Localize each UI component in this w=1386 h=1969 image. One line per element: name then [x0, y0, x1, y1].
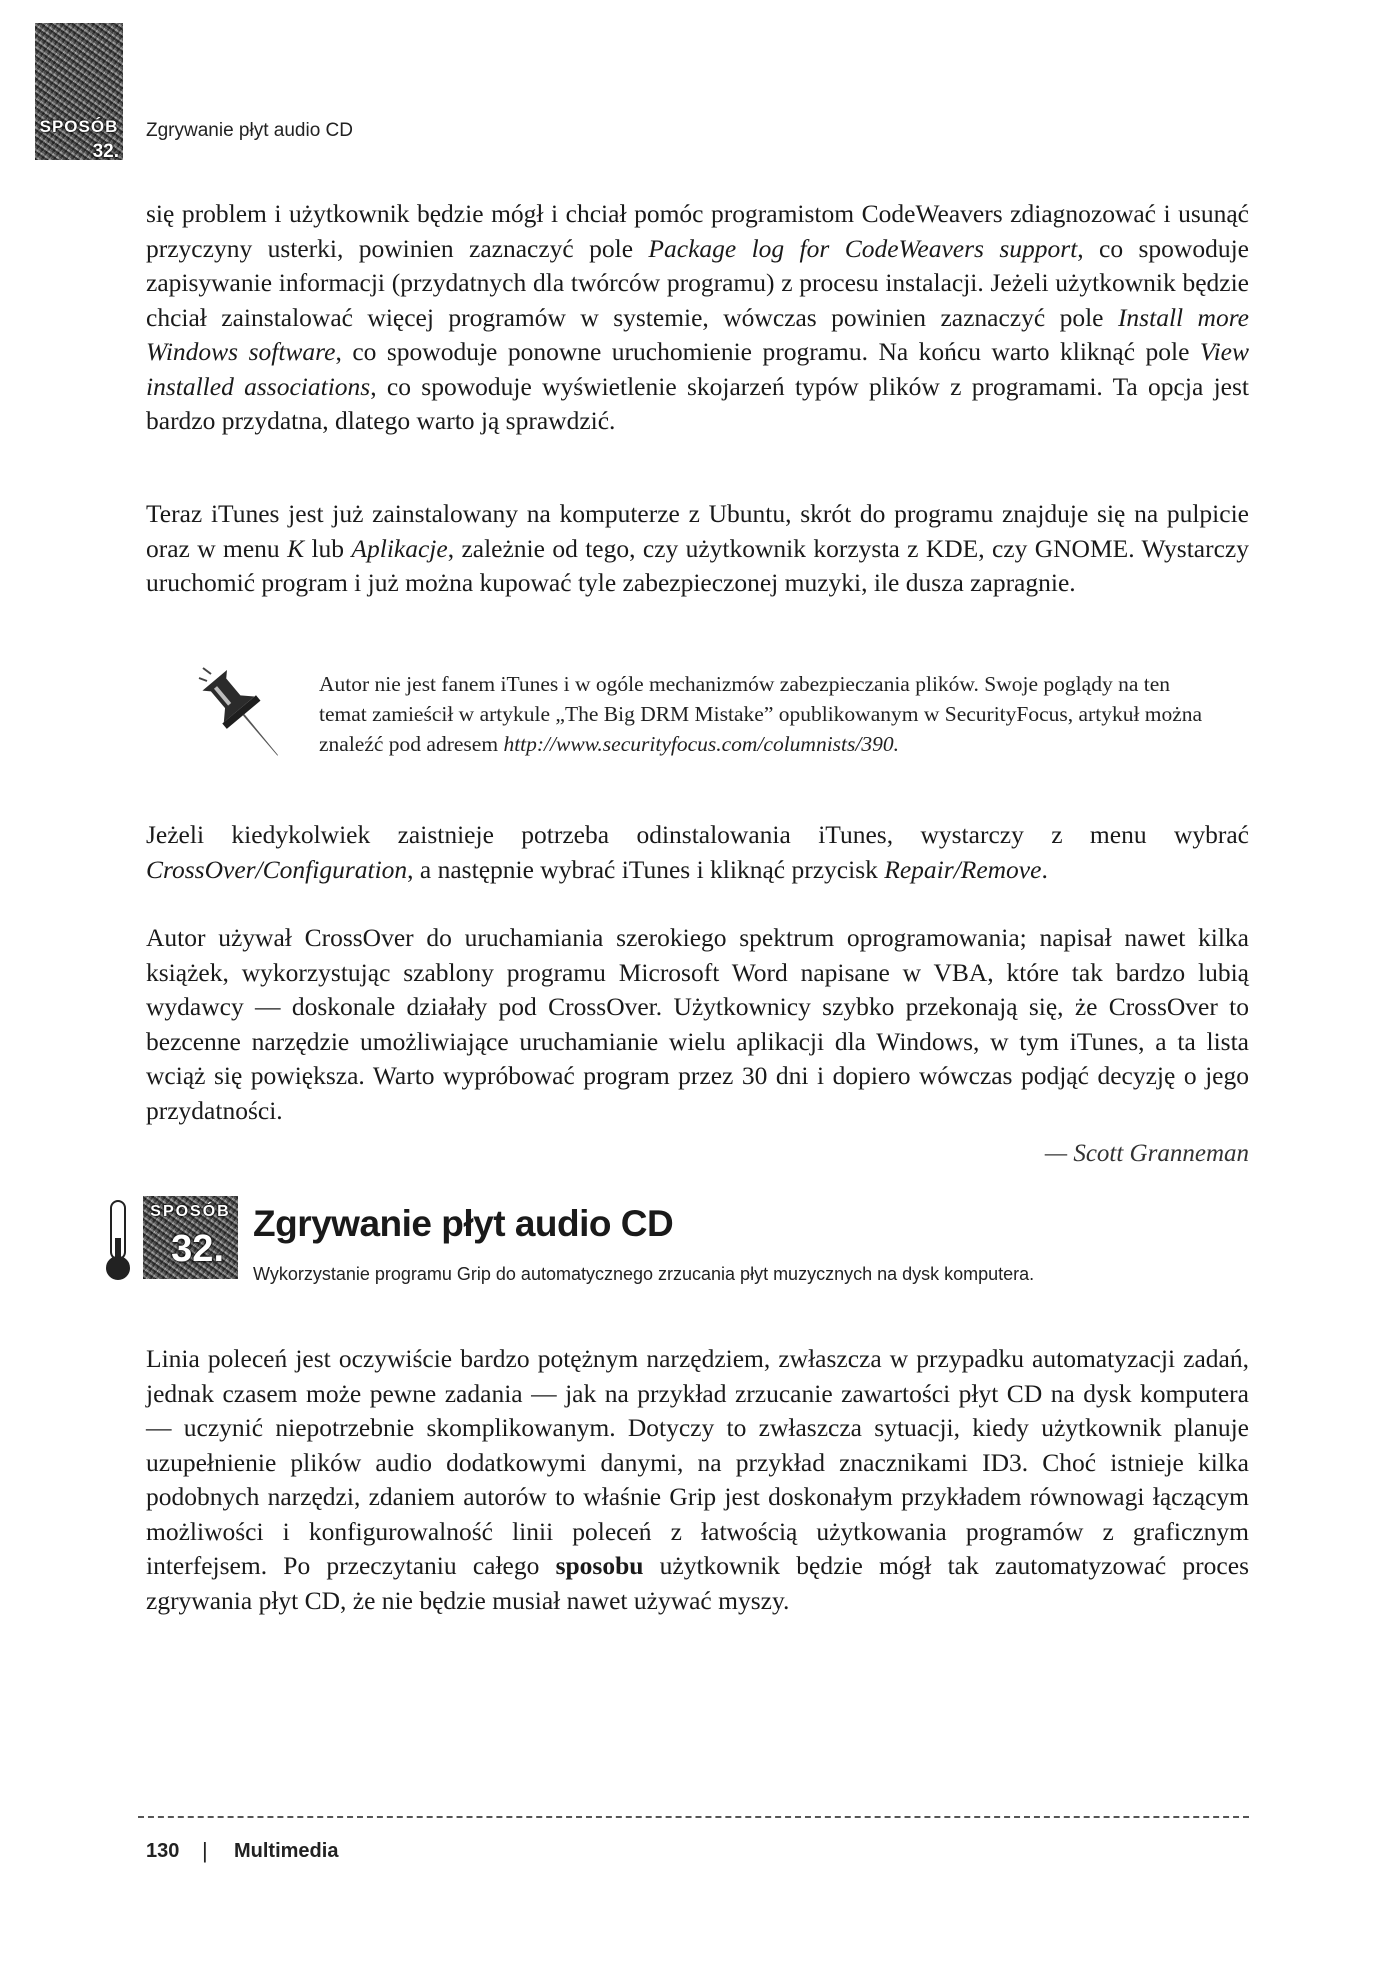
- footer-separator: |: [202, 1838, 208, 1863]
- paragraph-3: [146, 818, 1249, 887]
- text-run: Teraz iTunes jest już zainstalowany na komputerze z Ubuntu, skrót do programu znajduje się na pulpicie oraz w menu: [146, 499, 1249, 563]
- strong-text: sposobu: [555, 1551, 644, 1580]
- emphasis-text: Package log for CodeWeavers support: [648, 233, 1078, 263]
- text-run: Autor nie jest fanem iTunes i w ogóle mechanizmów zabezpieczania plików. Swoje poglądy na ten temat zamieścił w artykule „The Big DRM Mistake” opublikowanym w SecurityFocus, artykuł można znaleźć pod adresem: [319, 672, 1203, 756]
- text-run: , co spowoduje ponowne uruchomienie programu. Na końcu warto kliknąć pole: [335, 337, 1200, 366]
- section-subtitle: Wykorzystanie programu Grip do automatycznego zrzucania płyt muzycznych na dysk komputera.: [253, 1264, 1035, 1284]
- text-run: lub: [304, 533, 352, 563]
- paragraph-5: [146, 1342, 1249, 1618]
- text-run: , a następnie wybrać iTunes i kliknąć przycisk: [407, 854, 885, 884]
- text-run: .: [1041, 854, 1048, 884]
- text-run: użytkownik będzie mógł tak zautomatyzować proces zgrywania płyt CD, że nie będzie musiał nawet używać myszy.: [146, 1551, 1249, 1615]
- paragraph-1: [146, 197, 1249, 439]
- emphasis-text: Install more Windows software: [146, 302, 1249, 366]
- footer-section-name: Multimedia: [234, 1840, 339, 1862]
- header-badge: [35, 23, 123, 160]
- section-badge-number: 32.: [171, 1228, 224, 1270]
- author-signature: — Scott Granneman: [1044, 1140, 1249, 1167]
- text-run: , zależnie od tego, czy użytkownik korzysta z KDE, czy GNOME. Wystarczy uruchomić program i już można kupować tyle zabezpieczonej muzyki, ile dusza zapragnie.: [146, 533, 1249, 597]
- footer-rule: [138, 1816, 1249, 1818]
- paragraph-2: [146, 497, 1249, 601]
- header-badge-number: 32.: [92, 141, 119, 160]
- text-run: , co spowoduje zapisywanie informacji (przydatnych dla twórców programu) z procesu instalacji. Jeżeli użytkownik będzie chciał zainstalować więcej programów w systemie, wówczas powinien zaznaczyć pole: [146, 233, 1249, 332]
- emphasis-text: http://www.securityfocus.com/columnists/390.: [503, 732, 899, 756]
- thermometer-icon: [104, 1198, 132, 1282]
- text-run: , co spowoduje wyświetlenie skojarzeń typów plików z programami. Ta opcja jest bardzo przydatna, dlatego warto ją sprawdzić.: [146, 371, 1249, 435]
- text-run: się problem i użytkownik będzie mógł i chciał pomóc programistom CodeWeavers zdiagnozować i usunąć przyczyny usterki, powinien zaznaczyć pole: [146, 199, 1249, 263]
- header-badge-word: SPOSÓB: [39, 117, 119, 136]
- pushpin-icon: [197, 664, 289, 776]
- paragraph-4: [146, 921, 1249, 1128]
- text-run: Autor używał CrossOver do uruchamiania szerokiego spektrum oprogramowania; napisał nawet kilka książek, wykorzystując szablony programu Microsoft Word napisane w VBA, które tak bardzo lubią wydawcy — doskonale działały pod CrossOver. Użytkownicy szybko przekonają się, że CrossOver to bezcenne narzędzie umożliwiające uruchamianie wielu aplikacji dla Windows, w tym iTunes, a ta lista wciąż się powiększa. Warto wypróbować program przez 30 dni i dopiero wówczas podjąć decyzję o jego przydatności.: [146, 923, 1249, 1125]
- section-badge-word: SPOSÓB: [150, 1203, 231, 1220]
- note-text: [319, 669, 1219, 759]
- text-run: Jeżeli kiedykolwiek zaistnieje potrzeba odinstalowania iTunes, wystarczy z menu wybrać: [146, 820, 1249, 849]
- emphasis-text: K: [287, 533, 305, 563]
- emphasis-text: CrossOver/Configuration: [146, 854, 408, 884]
- emphasis-text: Repair/Remove: [884, 854, 1042, 884]
- text-run: Linia poleceń jest oczywiście bardzo potężnym narzędziem, zwłaszcza w przypadku automatyzacji zadań, jednak czasem może pewne zadania — jak na przykład zrzucanie zawartości płyt CD na dysk komputera — uczynić niepotrzebnie skomplikowanym. Dotyczy to zwłaszcza sytuacji, kiedy użytkownik planuje uzupełnienie plików audio dodatkowymi danymi, na przykład znacznikami ID3. Choć istnieje kilka podobnych narzędzi, zdaniem autorów to właśnie Grip jest doskonałym przykładem równowagi łączącym możliwości i konfigurowalność linii poleceń z łatwością użytkowania programów z graficznym interfejsem. Po przeczytaniu całego: [146, 1344, 1249, 1580]
- section-title: Zgrywanie płyt audio CD: [253, 1203, 674, 1244]
- page-number: 130: [146, 1840, 180, 1862]
- running-title: Zgrywanie płyt audio CD: [146, 120, 353, 141]
- emphasis-text: Aplikacje: [351, 533, 448, 563]
- emphasis-text: View installed associations: [146, 337, 1250, 401]
- section-badge: [143, 1196, 238, 1279]
